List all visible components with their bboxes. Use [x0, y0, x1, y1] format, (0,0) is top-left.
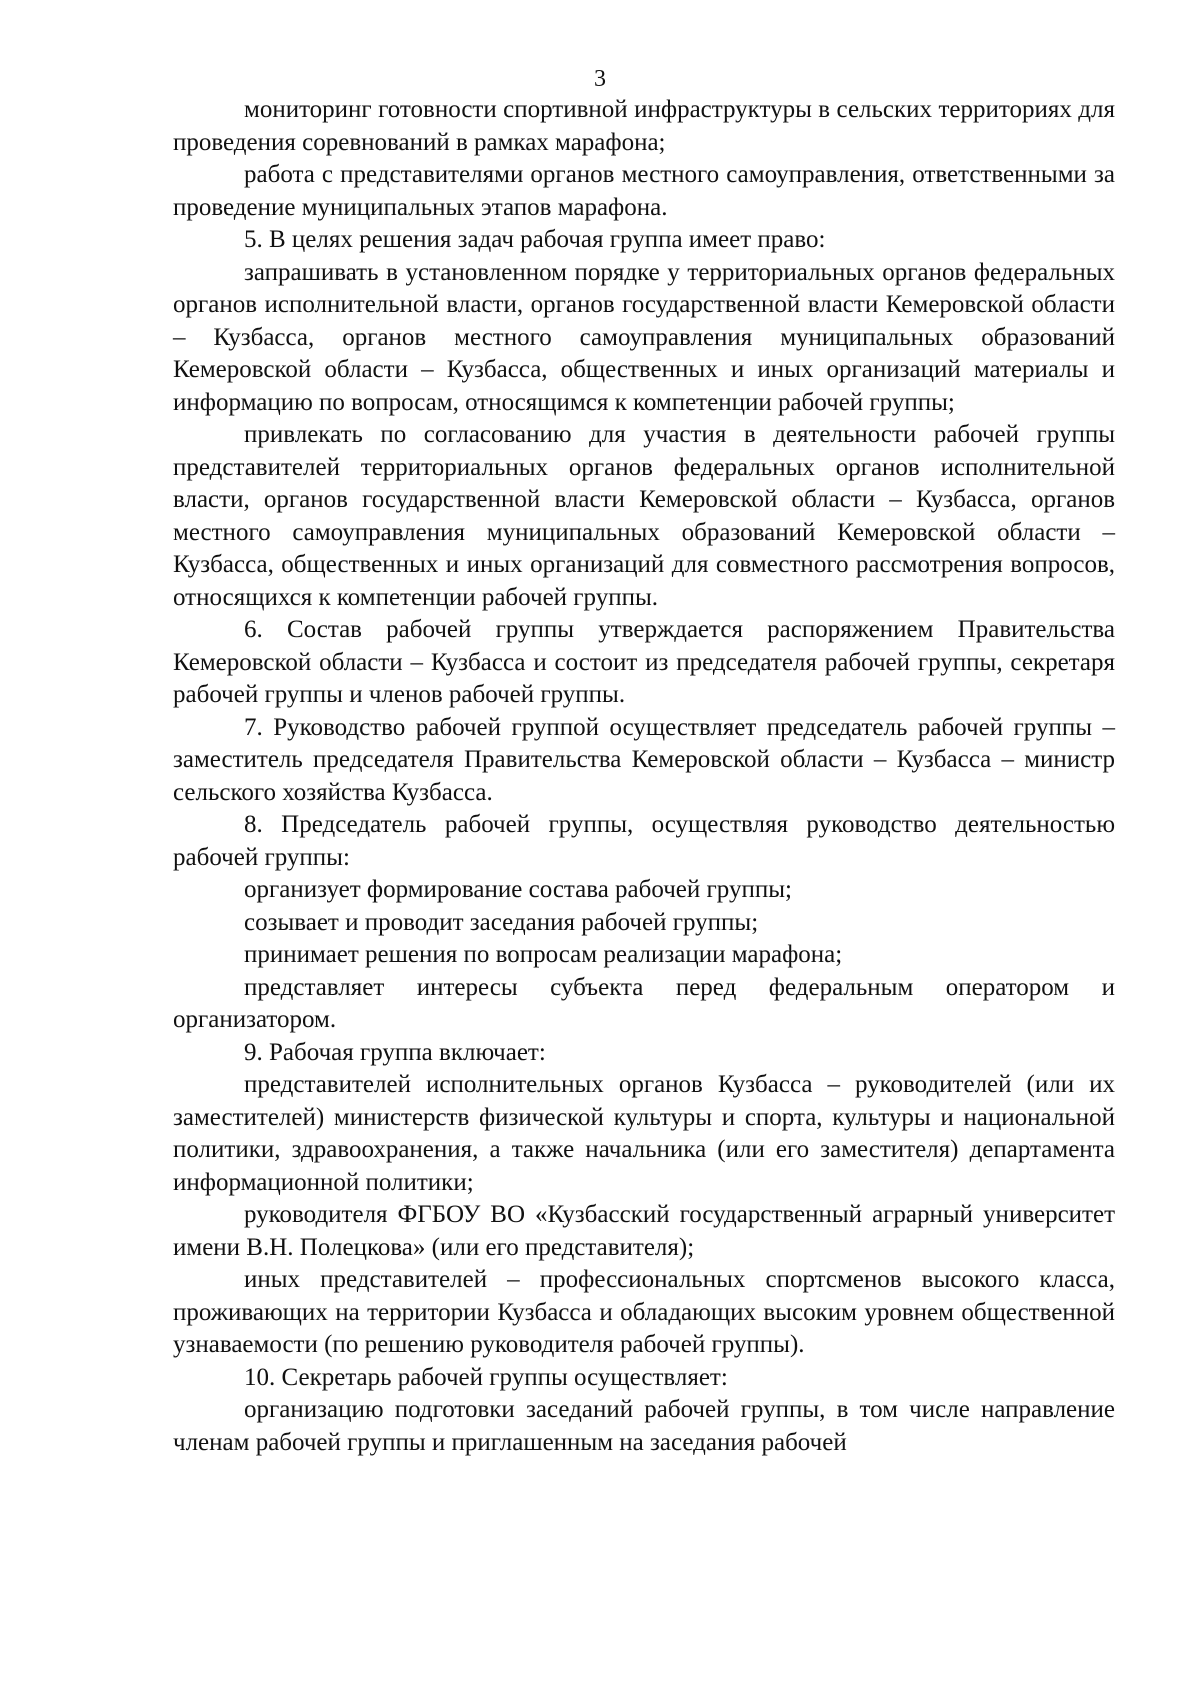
- paragraph-makes-decisions: принимает решения по вопросам реализации марафона;: [244, 941, 843, 968]
- paragraph-represents-interests: представляет интересы субъекта перед федеральным оператором и организатором.: [173, 973, 1115, 1033]
- paragraph-section-9: 9. Рабочая группа включает:: [244, 1038, 546, 1066]
- paragraph-convenes-meetings: созывает и проводит заседания рабочей группы;: [244, 908, 759, 936]
- paragraph-section-6: 6. Состав рабочей группы утверждается распоряжением Правительства Кемеровской области – Кузбасса и состоит из председателя рабочей группы, секретаря рабочей группы и членов рабочей группы.: [173, 616, 1115, 708]
- document-body: [173, 94, 1115, 1459]
- paragraph-request-materials: запрашивать в установленном порядке у территориальных органов федеральных органов исполнительной власти, органов государственной власти Кемеровской области – Кузбасса, органов местного самоуправления муниципальных образований Кемеровской области – Кузбасса, общественных и иных организаций материалы и информацию по вопросам, относящимся к компетенции рабочей группы;: [173, 258, 1115, 416]
- paragraph-executive-representatives: представителей исполнительных органов Кузбасса – руководителей (или их заместителей) министерств физической культуры и спорта, культуры и национальной политики, здравоохранения, а также начальника (или его заместителя) департамента информационной политики;: [173, 1071, 1115, 1196]
- paragraph-university-head: руководителя ФГБОУ ВО «Кузбасский государственный аграрный университет имени В.Н. Полецкова» (или его представителя);: [173, 1201, 1115, 1261]
- paragraph-local-government-work: работа с представителями органов местного самоуправления, ответственными за проведение муниципальных этапов марафона.: [173, 161, 1115, 221]
- paragraph-section-7: 7. Руководство рабочей группой осуществляет председатель рабочей группы – заместитель председателя Правительства Кемеровской области – Кузбасса – министр сельского хозяйства Кузбасса.: [173, 713, 1115, 806]
- paragraph-section-8: 8. Председатель рабочей группы, осуществляя руководство деятельностью рабочей группы:: [173, 811, 1115, 871]
- paragraph-section-10: 10. Секретарь рабочей группы осуществляет:: [244, 1363, 728, 1391]
- paragraph-athletes: иных представителей – профессиональных спортсменов высокого класса, проживающих на территории Кузбасса и обладающих высоким уровнем общественной узнаваемости (по решению руководителя рабочей группы).: [173, 1266, 1115, 1358]
- paragraph-involve-representatives: привлекать по согласованию для участия в деятельности рабочей группы представителей территориальных органов федеральных органов исполнительной власти, органов государственной власти Кемеровской области – Кузбасса, органов местного самоуправления муниципальных образований Кемеровской области – Кузбасса, общественных и иных организаций для совместного рассмотрения вопросов, относящихся к компетенции рабочей группы.: [173, 421, 1115, 611]
- paragraph-section-5: 5. В целях решения задач рабочая группа имеет право:: [244, 226, 826, 253]
- paragraph-monitoring: мониторинг готовности спортивной инфраструктуры в сельских территориях для проведения соревнований в рамках марафона;: [173, 96, 1115, 156]
- paragraph-organizes-composition: организует формирование состава рабочей группы;: [244, 876, 792, 903]
- page-number: 3: [594, 66, 606, 92]
- paragraph-meeting-preparation: организацию подготовки заседаний рабочей группы, в том числе направление членам рабочей группы и приглашенным на заседания рабочей: [173, 1396, 1115, 1456]
